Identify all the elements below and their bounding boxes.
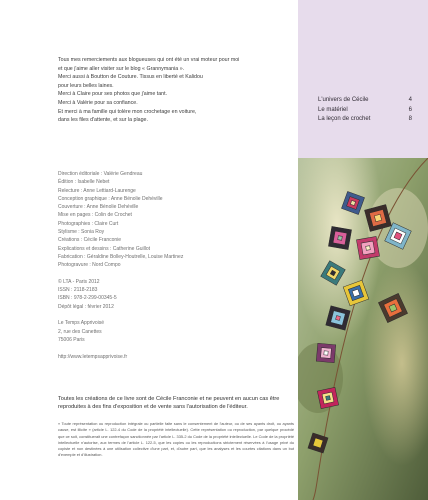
credit-line: Direction éditoriale : Valérie Gendreau (58, 171, 143, 177)
credit-line: Explications et dessins : Catherine Guillot (58, 245, 150, 252)
legal-deposit-line: Dépôt légal : février 2012 (58, 303, 114, 310)
issn-line: ISSN : 2118-2183 (58, 287, 98, 294)
toc-page: 4 (408, 97, 412, 103)
thanks-line: pour leurs belles laines. (58, 82, 114, 89)
credit-line: Photogravure : Nord Compo (58, 262, 121, 269)
spacer (58, 311, 294, 319)
credit-line: Fabrication : Géraldine Bolley-Houtrelle, Louise Martinez (58, 253, 184, 260)
credits (58, 170, 294, 361)
toc-page: 8 (408, 116, 412, 123)
thanks-line: dans les files d'attente, et sur la plage. (58, 117, 148, 124)
credit-line: Édition : Isabelle Nebet (58, 179, 110, 186)
credit-line: Stylisme : Sonia Roy (58, 229, 105, 236)
copyright-line: © LTA - Paris 2012 (58, 278, 100, 285)
acknowledgements (58, 56, 294, 125)
thanks-line: et que j'aime aller visiter sur le blog « Grannymania ». (58, 65, 185, 72)
table-of-contents (318, 96, 412, 125)
credit-line: Conception graphique : Anne Bénolie Dehéville (58, 195, 163, 202)
thanks-line: Tous mes remerciements aux blogueuses qui ont été un vrai moteur pour moi (58, 57, 240, 63)
toc-entry[interactable] (318, 106, 412, 116)
crochet-garland-photo (298, 158, 428, 500)
toc-entry[interactable] (318, 96, 412, 106)
city-line: 75006 Paris (58, 336, 85, 343)
rights-notice: Toutes les créations de ce livre sont de Cécile Franconie et ne peuvent en aucun cas être reproduites à des fins d'exposition et de vente sans l'autorisation de l'éditeur. (58, 396, 280, 410)
contents-sidebar (298, 0, 428, 500)
thanks-line: Et merci à ma famille qui tolère mon crochetage en voiture, (58, 108, 197, 115)
legal-notice: « Toute représentation ou reproduction intégrale ou partielle faite sans le consentement de l'auteur, ou de ses ayants droit, ou ayants cause, est illicite » (article L. 122-4 du Code de la propriété intellectuelle). Cette représentation ou reproduction, par quelque procédé que ce soit, constituerait une contrefaçon sanctionnée par l'article L. 335-2 du Code de la propriété intellectuelle. Le Code de la propriété intellectuelle n'autorise, aux termes de l'article L. 122-5, que les copies ou les reproductions strictement réservées à l'usage privé du copiste et non destinées à une utilisation collective d'une part, et, d'autre part, que les analyses et les courtes citations dans un but d'exemple et d'illustration. (58, 421, 294, 458)
toc-label: L'univers de Cécile (318, 97, 369, 103)
spacer (58, 344, 294, 352)
thanks-line: Merci aussi à Boutton de Couture. Tissus en liberté et Kalidou (58, 74, 203, 81)
thanks-line: Merci à Valérie pour sa confiance. (58, 99, 138, 106)
toc-entry[interactable] (318, 115, 412, 125)
toc-label: Le matériel (318, 106, 348, 113)
credit-line: Photographies : Claire Curt (58, 220, 119, 227)
address-line: 2, rue des Canettes (58, 328, 102, 335)
toc-page: 6 (408, 106, 412, 113)
spacer (58, 270, 294, 278)
thanks-line: Merci à Claire pour ses photos que j'aime tant. (58, 91, 168, 98)
isbn-line: ISBN : 978-2-299-00345-5 (58, 295, 117, 302)
credit-line: Créations : Cécile Franconie (58, 237, 122, 244)
credit-line: Mise en pages : Colin de Crochet (58, 212, 132, 219)
publisher-line: Le Temps Apprivoisé (58, 320, 105, 327)
credit-line: Relecture : Anne Lettiard-Laurenge (58, 187, 136, 194)
toc-label: La leçon de crochet (318, 116, 371, 123)
website-link[interactable]: http://www.letempsapprivoise.fr (58, 353, 128, 360)
credit-line: Couverture : Anne Bénolie Dehéville (58, 204, 139, 211)
